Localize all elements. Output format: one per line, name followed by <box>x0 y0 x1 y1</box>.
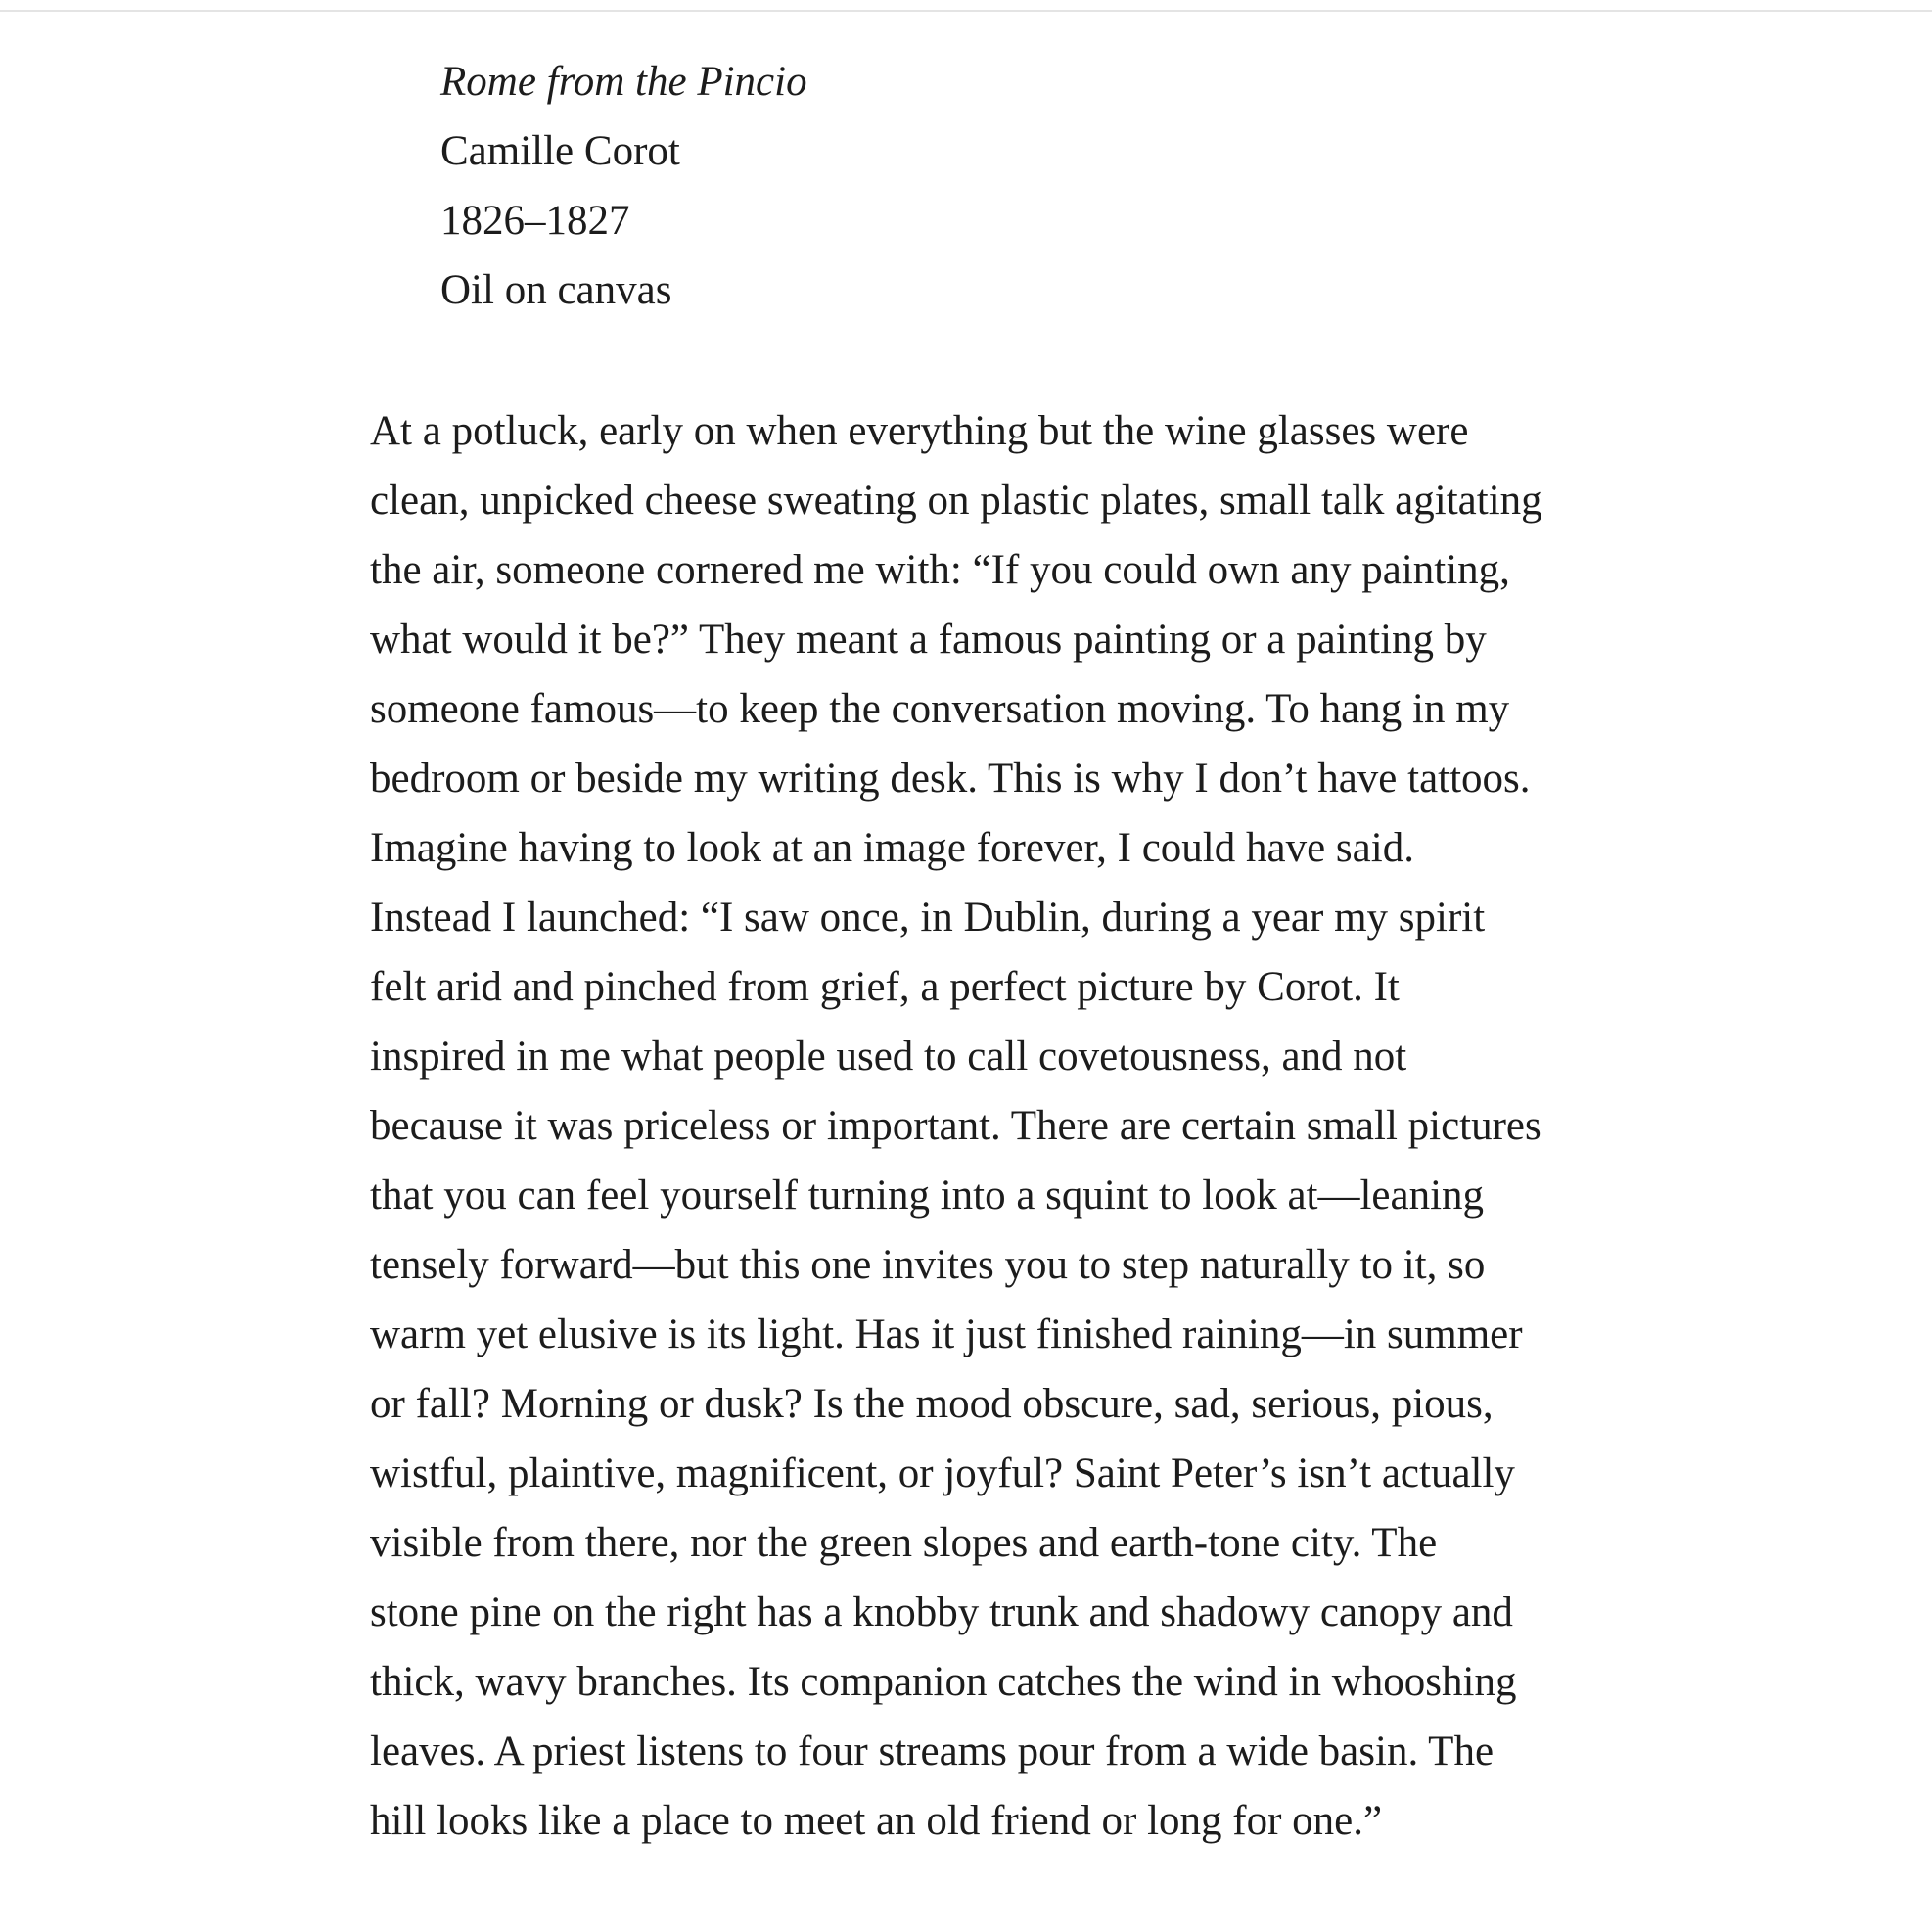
essay-line: someone famous—to keep the conversation moving. To hang in my <box>370 686 1510 732</box>
artwork-medium: Oil on canvas <box>440 267 672 313</box>
essay-line: or fall? Morning or dusk? Is the mood obscure, sad, serious, pious, <box>370 1381 1494 1427</box>
essay-line: felt arid and pinched from grief, a perfect picture by Corot. It <box>370 964 1400 1010</box>
essay-line: At a potluck, early on when everything but the wine glasses were <box>370 408 1469 454</box>
essay-line: visible from there, nor the green slopes and earth-tone city. The <box>370 1520 1438 1566</box>
essay-line: tensely forward—but this one invites you to step naturally to it, so <box>370 1242 1486 1288</box>
top-divider <box>0 0 1932 12</box>
artwork-title: Rome from the Pincio <box>440 59 807 105</box>
essay-line: inspired in me what people used to call covetousness, and not <box>370 1034 1407 1080</box>
essay-paragraph <box>370 396 1633 1856</box>
artwork-artist: Camille Corot <box>440 128 680 174</box>
essay-line: Imagine having to look at an image forever, I could have said. <box>370 825 1414 871</box>
essay-line: because it was priceless or important. There are certain small pictures <box>370 1103 1541 1149</box>
essay-line: thick, wavy branches. Its companion catches the wind in whooshing <box>370 1659 1517 1705</box>
essay-line: Instead I launched: “I saw once, in Dublin, during a year my spirit <box>370 895 1486 941</box>
essay-line: wistful, plaintive, magnificent, or joyful? Saint Peter’s isn’t actually <box>370 1450 1515 1496</box>
artwork-date: 1826–1827 <box>440 198 630 244</box>
essay-line: leaves. A priest listens to four streams pour from a wide basin. The <box>370 1728 1495 1774</box>
essay-line: hill looks like a place to meet an old friend or long for one.” <box>370 1798 1383 1844</box>
essay-line: that you can feel yourself turning into a squint to look at—leaning <box>370 1173 1485 1219</box>
essay-line: what would it be?” They meant a famous painting or a painting by <box>370 617 1487 663</box>
artwork-caption <box>440 47 1321 325</box>
essay-line: clean, unpicked cheese sweating on plastic plates, small talk agitating <box>370 478 1542 524</box>
essay-line: the air, someone cornered me with: “If you could own any painting, <box>370 547 1510 593</box>
essay-line: bedroom or beside my writing desk. This is why I don’t have tattoos. <box>370 756 1531 802</box>
essay-line: warm yet elusive is its light. Has it just finished raining—in summer <box>370 1311 1523 1357</box>
essay-line: stone pine on the right has a knobby trunk and shadowy canopy and <box>370 1589 1513 1635</box>
